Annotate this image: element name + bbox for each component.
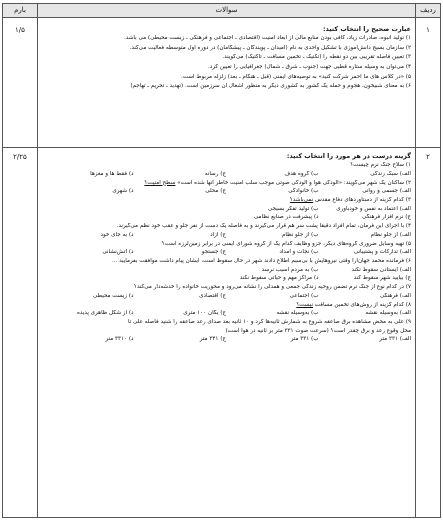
- mcq-2-question-text: ۲) ساکنان یک شهر می‌گویند: «آلودگی هوا و آلودگی صوتی موجب سلب امنیت خاطر آنها شده است»: [175, 179, 411, 186]
- mcq-8-question: [41, 302, 411, 311]
- mcq-8-option-c[interactable]: ج) یگان ۱۰۰ متری: [183, 310, 226, 317]
- mcq-4-question: ۴) با اجرای این فرمان، تمام افراد دقیقاً پشت سر هم قرار می‌گیرند و به فاصله یک دست از نفر جلو و عقب خود نظم می‌گیرند.: [116, 223, 411, 230]
- question-1-title: عبارت صحیح را انتخاب کنید:: [322, 25, 411, 33]
- mcq-2-option-a[interactable]: الف) جسمی و روانی: [362, 188, 411, 195]
- header-questions: سوالات: [215, 6, 238, 14]
- statement-2: ۲) سازمان بسیج دانش‌آموزی با تشکیل واحدی به نام (امیدان ـ پویندگان ـ پیشگامان) در دوره اول متوسطه فعالیت می‌کند.: [129, 44, 411, 51]
- mcq-8-question-text: ۸) کدام گزینه از روش‌های تخمین مسافت: [313, 301, 411, 308]
- mcq-9-option-b[interactable]: ب) ۳۳۱ متر: [290, 336, 319, 343]
- exam-sheet: [2, 3, 441, 518]
- mcq-6-option-a[interactable]: الف) ایستادن سقوط نکند: [351, 266, 411, 273]
- question-1: [37, 25, 416, 92]
- mcq-4-option-c[interactable]: ج) آزاد: [210, 231, 226, 238]
- mcq-6-option-b[interactable]: ب) به مردم آسیب نرسد: [261, 266, 319, 273]
- mcq-9-question-line-2: محل وقوع رعد و برق چقدر است؟ (سرعت صوت ۳۳۱ متر بر ثانیه در هوا است): [225, 327, 411, 334]
- mcq-5-option-c[interactable]: ج) جستجو: [201, 249, 226, 256]
- mcq-1-options: [41, 171, 411, 180]
- header-score: بارم: [14, 6, 26, 14]
- statement-4: ۴) می‌توان به وسیله ستاره قطبی جهت (جنوب ـ شرق ـ شمال) جغرافیایی را تعیین کرد.: [208, 63, 411, 70]
- mcq-5-option-a[interactable]: الف) تدارکات و پشتیبانی: [353, 249, 411, 256]
- mcq-8-question-underlined: نیست؟: [296, 301, 314, 308]
- mcq-2-options: [41, 188, 411, 197]
- mcq-8-options: [41, 310, 411, 319]
- mcq-7-option-d[interactable]: د) زیست محیطی: [92, 292, 134, 299]
- mcq-2-option-c[interactable]: ج) محلی: [205, 188, 226, 195]
- mcq-7-option-c[interactable]: ج) اقتصادی: [199, 292, 226, 299]
- question-2-score: ۲/۲۵: [13, 153, 27, 161]
- mcq-1-option-b[interactable]: ب) گروه هدف: [284, 170, 319, 177]
- header-radif: ردیف: [420, 6, 436, 14]
- mcq-9-option-a[interactable]: الف) ۳۳۱ متر: [379, 336, 411, 343]
- statement-6: ۶) به معنای شبیخون، هجوم و حمله یک کشور به کشوری دیگر به منظور اشغال آن سرزمین است. (تهدید ـ تحریم ـ تهاجم): [130, 83, 411, 90]
- mcq-5-option-d[interactable]: د) آتش‌نشانی: [102, 249, 134, 256]
- mcq-6-option-d[interactable]: د) مراکز مهم و حیاتی سقوط نکند: [239, 275, 319, 282]
- mcq-1-question: ۱) سلاح جنگ نرم چیست؟: [350, 162, 411, 169]
- mcq-3-question-underlined: نمی‌باشد؟: [289, 196, 314, 203]
- statement-1: ۱) تولید انبوه، صادرات زیاد، کافی بودن منابع مالی از ابعاد امنیت (اقتصادی ـ اجتماعی و فرهنگی ـ زیست محیطی) می باشد.: [124, 35, 411, 42]
- mcq-6-option-c[interactable]: ج) بیایید شهر سقوط کند: [353, 275, 411, 282]
- question-1-score: ۱/۵: [15, 26, 25, 34]
- statement-5: ۵) «در کلاس های ما احمر شرکت کنید» به توصیه‌های ایمنی (قبل ـ هنگام ـ بعد) زلزله مربوط است.: [181, 73, 411, 80]
- question-2: [37, 152, 416, 345]
- statement-3: ۳) تعیین فاصله تقریبی بین دو نقطه را (تکنیک ـ تخمین مسافت ـ تاکتیک) می‌گویند.: [222, 54, 411, 61]
- mcq-9-option-d[interactable]: د) ۳۳۱۰ متر: [105, 336, 134, 343]
- mcq-3-options: [226, 206, 411, 224]
- mcq-2-option-b[interactable]: ب) خانوادگی: [288, 188, 319, 195]
- mcq-7-option-b[interactable]: ب) اجتماعی: [289, 292, 319, 299]
- mcq-8-option-a[interactable]: الف) به‌وسیله نقشه: [365, 310, 411, 317]
- mcq-7-question: ۷) در کدام نوع از جنگ نرم تضمن روحیه زندگی جمعی و همدلی را نشانه می‌رود و محوریت خانواده را خدشه‌دار می‌کند؟: [134, 284, 411, 291]
- mcq-6-question: ۶) فرمانده محمد جهان‌آرا وقتی نیروهایش با بی‌سیم اطلاع دادند شهر در حال سقوط است، ایشان پیام داشت موافقت بفرمایید ...: [111, 257, 411, 264]
- mcq-8-option-b[interactable]: ب) به‌وسیله نقشه: [276, 310, 319, 317]
- mcq-5-question: ۵) تهیه وسایل ضروری گروه‌های دیگر، جزو وظایف کدام یک از گروه شورای ایمنی در برابر زمین‌لرزه است؟: [161, 240, 411, 247]
- mcq-7-option-a[interactable]: الف) فرهنگی: [379, 292, 411, 299]
- mcq-2-question-underlined: سطح امنیت؟: [144, 179, 176, 186]
- mcq-2-option-d[interactable]: د) شهری: [112, 188, 134, 195]
- mcq-6-options: [226, 267, 411, 285]
- mcq-3-option-d[interactable]: د) پیشرفت در صنایع نظامی: [253, 214, 319, 221]
- mcq-4-options: [41, 232, 411, 241]
- question-2-title: گزینه درست در هر مورد را انتخاب کنید:: [286, 152, 411, 160]
- mcq-9-option-c[interactable]: ج) ۳۴۱ متر: [199, 336, 226, 343]
- mcq-1-option-a[interactable]: الف) سبک زندگی: [370, 170, 411, 177]
- mcq-3-question: [41, 197, 411, 206]
- mcq-7-options: [41, 293, 411, 302]
- mcq-4-option-a[interactable]: الف) از جلو نظام: [370, 231, 411, 238]
- mcq-4-option-d[interactable]: د) به جای خود: [100, 231, 134, 238]
- mcq-5-options: [41, 249, 411, 258]
- mcq-5-option-b[interactable]: ب) نجات و امداد: [279, 249, 319, 256]
- question-1-number: ۱: [426, 26, 430, 34]
- mcq-3-question-text: ۳) کدام گزینه از دستاوردهای دفاع مقدس: [313, 196, 411, 203]
- mcq-2-question: [41, 180, 411, 189]
- mcq-3-option-a[interactable]: الف) اعتماد به نفس و خودباوری: [336, 205, 411, 212]
- mcq-1-option-c[interactable]: ج) رسانه: [204, 170, 226, 177]
- mcq-4-option-b[interactable]: ب) از جلو نظام: [281, 231, 319, 238]
- question-2-number: ۲: [426, 153, 430, 161]
- mcq-9-question-line-1: ۹) علی به محض مشاهده برق صاعقه شروع به شمارش ثانیه‌ها کرد و ۱۰ ثانیه بعد صدای رعد صاعقه را شنید فاصله علی تا: [128, 318, 411, 325]
- table-header: [3, 4, 440, 18]
- mcq-3-option-c[interactable]: ج) نرم افزار فرهنگی: [362, 214, 411, 221]
- mcq-3-option-b[interactable]: ب) تولید تفکر بسیجی: [267, 205, 319, 212]
- mcq-8-option-d[interactable]: د) از شکل ظاهری پدیده: [76, 310, 134, 317]
- row-divider: [3, 147, 440, 148]
- mcq-9-options: [41, 336, 411, 345]
- mcq-1-option-d[interactable]: د) فقط ها و مغزها: [90, 170, 134, 177]
